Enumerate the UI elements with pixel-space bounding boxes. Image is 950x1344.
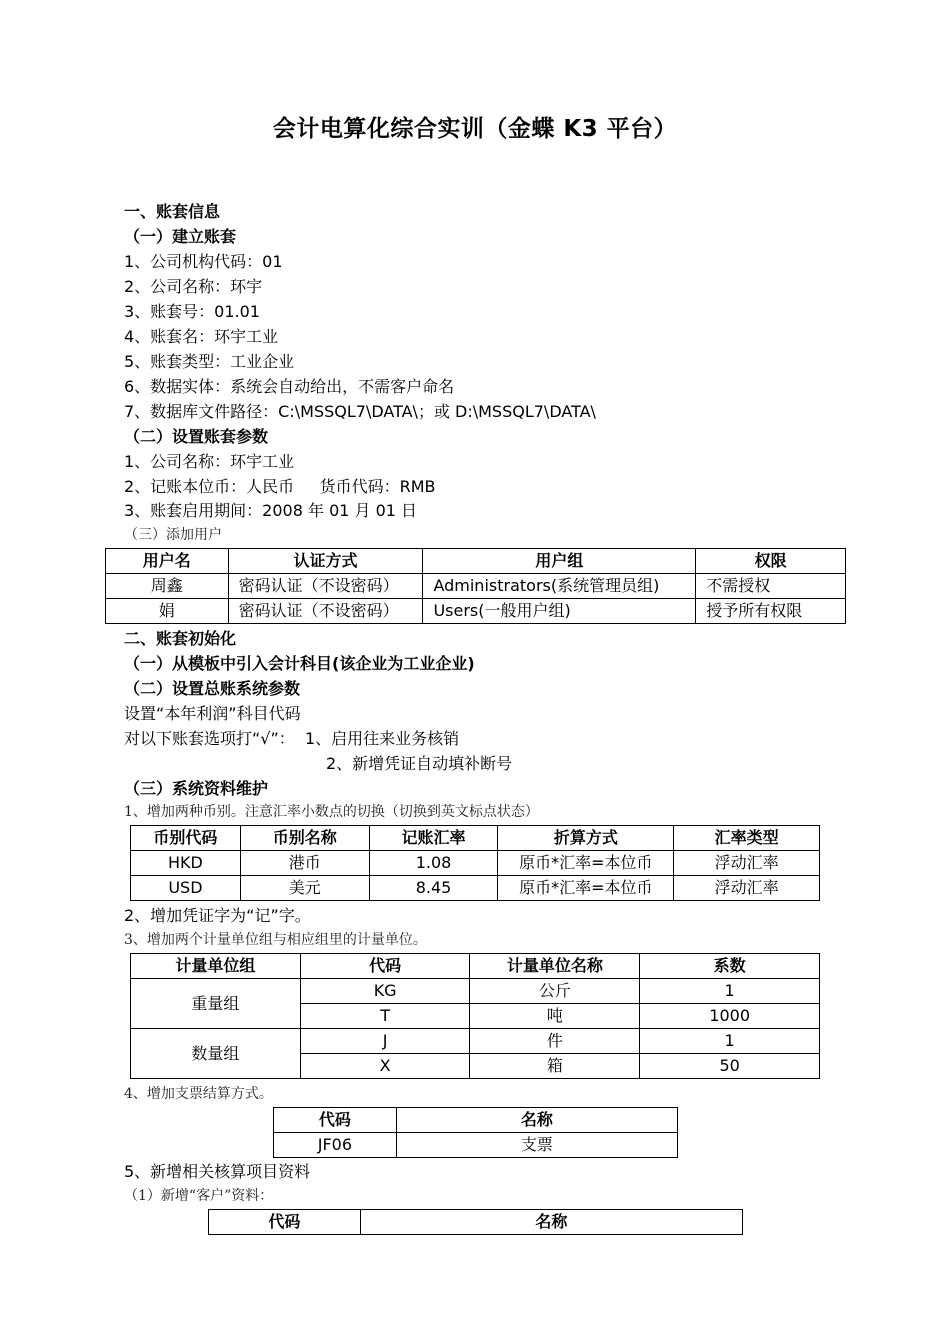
- list-item: 1、公司机构代码：01: [124, 252, 283, 271]
- table-row: [106, 599, 846, 624]
- table-header: 代码: [274, 1108, 397, 1133]
- unit-table: [130, 953, 820, 1079]
- section-2-sub-3: （三）系统资料维护: [124, 779, 269, 798]
- paragraph: 设置“本年利润”科目代码: [124, 704, 301, 723]
- settlement-table: [273, 1107, 678, 1158]
- table-header-row: [274, 1108, 678, 1133]
- table-header: 折算方式: [498, 826, 674, 851]
- table-header: 名称: [360, 1210, 742, 1235]
- table-cell: 浮动汇率: [674, 876, 820, 901]
- table-row: [274, 1133, 678, 1158]
- list-item: 3、账套启用期间：2008 年 01 月 01 日: [124, 501, 418, 520]
- table-header: 币别代码: [131, 826, 241, 851]
- table-header: 名称: [396, 1108, 677, 1133]
- section-2-sub-2: （二）设置总账系统参数: [124, 679, 301, 698]
- table-cell: JF06: [274, 1133, 397, 1158]
- table-cell: 美元: [240, 876, 369, 901]
- paragraph: 2、新增凭证自动填补断号: [326, 754, 513, 773]
- list-item: 5、账套类型：工业企业: [124, 352, 295, 371]
- table-header-row: [131, 954, 820, 979]
- table-cell: 原币*汇率=本位币: [498, 876, 674, 901]
- table-header-row: [209, 1210, 743, 1235]
- table-cell: 支票: [396, 1133, 677, 1158]
- table-cell: USD: [131, 876, 241, 901]
- section-1-sub-3: （三）添加用户: [124, 527, 222, 543]
- list-item: 2、记账本位币：人民币 货币代码：RMB: [124, 477, 436, 496]
- table-cell: 1: [640, 979, 820, 1004]
- list-item: 7、数据库文件路径：C:\MSSQL7\DATA\；或 D:\MSSQL7\DATA\: [124, 402, 596, 421]
- table-cell: X: [300, 1054, 470, 1079]
- note: （1）新增“客户”资料：: [124, 1188, 274, 1204]
- table-cell: 1000: [640, 1004, 820, 1029]
- table-row: [106, 574, 846, 599]
- table-cell: 周鑫: [106, 574, 229, 599]
- customer-table: [208, 1209, 743, 1235]
- table-header: 代码: [209, 1210, 361, 1235]
- table-header: 系数: [640, 954, 820, 979]
- table-cell: 密码认证（不设密码）: [228, 599, 423, 624]
- table-row: [131, 851, 820, 876]
- table-cell: T: [300, 1004, 470, 1029]
- table-cell: 吨: [470, 1004, 640, 1029]
- table-cell: 港币: [240, 851, 369, 876]
- note: 1、增加两种币别。注意汇率小数点的切换（切换到英文标点状态）: [124, 804, 539, 820]
- list-item: 4、账套名：环宇工业: [124, 327, 279, 346]
- table-header: 汇率类型: [674, 826, 820, 851]
- table-header: 用户名: [106, 549, 229, 574]
- section-1-heading: 一、账套信息: [124, 202, 221, 221]
- note: 2、增加凭证字为“记”字。: [124, 906, 311, 925]
- note: 4、增加支票结算方式。: [124, 1086, 273, 1102]
- table-header: 代码: [300, 954, 470, 979]
- currency-table: [130, 825, 820, 901]
- table-header: 权限: [696, 549, 846, 574]
- table-header: 币别名称: [240, 826, 369, 851]
- table-cell: J: [300, 1029, 470, 1054]
- list-item: 3、账套号：01.01: [124, 302, 260, 321]
- table-cell: 密码认证（不设密码）: [228, 574, 423, 599]
- table-cell: KG: [300, 979, 470, 1004]
- table-cell: HKD: [131, 851, 241, 876]
- table-header: 认证方式: [228, 549, 423, 574]
- table-cell: 箱: [470, 1054, 640, 1079]
- paragraph: 对以下账套选项打“√”： 1、启用往来业务核销: [124, 729, 460, 748]
- table-cell: Administrators(系统管理员组): [423, 574, 696, 599]
- group-cell: 重量组: [131, 979, 301, 1029]
- table-row: [131, 876, 820, 901]
- table-cell: 原币*汇率=本位币: [498, 851, 674, 876]
- section-1-sub-2: （二）设置账套参数: [124, 427, 269, 446]
- list-item: 2、公司名称：环宇: [124, 277, 263, 296]
- table-header: 计量单位组: [131, 954, 301, 979]
- table-cell: 50: [640, 1054, 820, 1079]
- table-header: 计量单位名称: [470, 954, 640, 979]
- section-2-sub-1: （一）从模板中引入会计科目(该企业为工业企业): [124, 654, 475, 673]
- note: 3、增加两个计量单位组与相应组里的计量单位。: [124, 932, 427, 948]
- list-item: 6、数据实体：系统会自动给出，不需客户命名: [124, 377, 455, 396]
- table-cell: 8.45: [369, 876, 498, 901]
- section-2-heading: 二、账套初始化: [124, 629, 237, 648]
- table-cell: 授予所有权限: [696, 599, 846, 624]
- table-row: [131, 979, 820, 1004]
- note: 5、新增相关核算项目资料: [124, 1162, 311, 1181]
- document-title: 会计电算化综合实训（金蝶 K3 平台）: [272, 116, 678, 142]
- table-cell: 件: [470, 1029, 640, 1054]
- table-cell: 1.08: [369, 851, 498, 876]
- table-header-row: [131, 826, 820, 851]
- table-cell: 不需授权: [696, 574, 846, 599]
- table-cell: 1: [640, 1029, 820, 1054]
- table-row: [131, 1029, 820, 1054]
- group-cell: 数量组: [131, 1029, 301, 1079]
- table-cell: 浮动汇率: [674, 851, 820, 876]
- list-item: 1、公司名称：环宇工业: [124, 452, 295, 471]
- section-1-sub-1: （一）建立账套: [124, 227, 237, 246]
- table-header: 记账汇率: [369, 826, 498, 851]
- table-cell: 娟: [106, 599, 229, 624]
- table-header: 用户组: [423, 549, 696, 574]
- users-table: [105, 548, 846, 624]
- table-cell: 公斤: [470, 979, 640, 1004]
- table-cell: Users(一般用户组): [423, 599, 696, 624]
- table-header-row: [106, 549, 846, 574]
